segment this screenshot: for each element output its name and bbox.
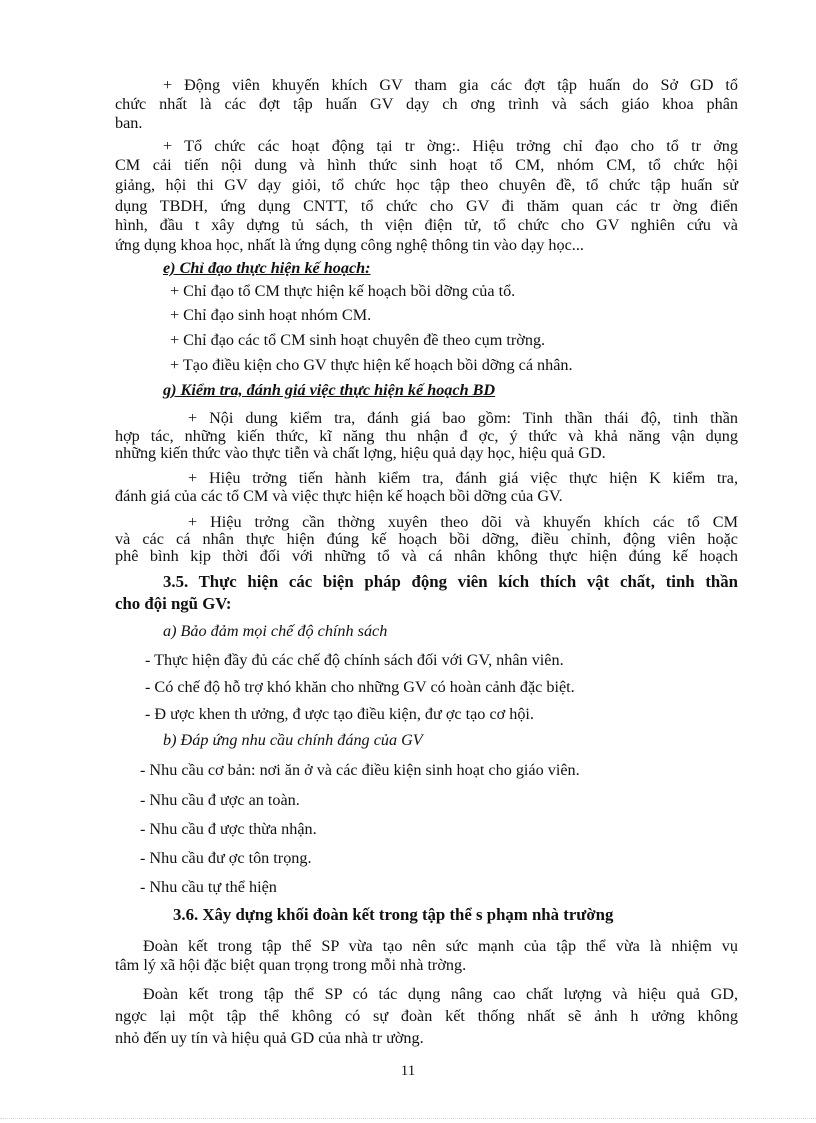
section-heading: 3.5. Thực hiện các biện pháp động viên kích thích vật chất, tinh thần [163, 572, 738, 591]
page-number: 11 [400, 1063, 416, 1079]
page-border-bottom [0, 1118, 816, 1119]
text-line: Đoàn kết trong tập thể SP vừa tạo nên sức mạnh của tập thể vừa là nhiệm vụ [143, 937, 738, 955]
section-heading: e) Chỉ đạo thực hiện kế hoạch: [163, 259, 371, 277]
list-item: - Nhu cầu đư ợc tôn trọng. [140, 849, 312, 867]
text-line: tâm lý xã hội đặc biệt quan trọng trong mỗi nhà trờng. [115, 956, 467, 974]
text-line: nhỏ đến uy tín và hiệu quả GD của nhà tr ường. [115, 1029, 424, 1047]
text-line: dụng TBDH, ứng dụng CNTT, tổ chức cho GV đi thăm quan các tr ờng điển [115, 197, 738, 215]
text-line: chức nhất là các đợt tập huấn GV dạy ch ơng trình và sách giáo khoa phân [115, 95, 738, 113]
section-heading: cho đội ngũ GV: [115, 594, 232, 613]
text-line: phê bình kịp thời đối với những tổ và cá nhân không thực hiện đúng kế hoạch [115, 547, 738, 565]
list-item: - Nhu cầu đ ược thừa nhận. [140, 820, 317, 838]
text-line: + Hiệu trởng tiến hành kiểm tra, đánh giá việc thực hiện K kiểm tra, [188, 469, 738, 487]
text-line: ứng dụng khoa học, nhất là ứng dụng công nghệ thông tin vào dạy học... [115, 236, 584, 254]
text-line: + Tổ chức các hoạt động tại tr ờng:. Hiệu trởng chỉ đạo cho tổ tr ởng [163, 137, 738, 155]
section-heading: g) Kiểm tra, đánh giá việc thực hiện kế hoạch BD [163, 381, 496, 399]
list-item: + Tạo điều kiện cho GV thực hiện kế hoạch bồi dỡng cá nhân. [170, 356, 573, 374]
text-line: Đoàn kết trong tập thể SP có tác dụng nâng cao chất lượng và hiệu quả GD, [143, 985, 738, 1003]
text-line: CM cải tiến nội dung và hình thức sinh hoạt tổ CM, nhóm CM, tổ chức hội [115, 156, 738, 174]
subsection-heading: a) Bảo đảm mọi chế độ chính sách [163, 622, 388, 640]
text-line: hình, đầu t xây dựng tủ sách, th viện điện tử, tổ chức cho GV nghiên cứu và [115, 216, 738, 234]
subsection-heading: b) Đáp ứng nhu cầu chính đáng của GV [163, 731, 423, 749]
text-line: hợp tác, những kiến thức, kĩ năng thu nhận đ ợc, ý thức và khả năng vận dụng [115, 427, 738, 445]
list-item: - Nhu cầu đ ược an toàn. [140, 791, 300, 809]
section-heading: 3.6. Xây dựng khối đoàn kết trong tập thể s phạm nhà trường [173, 905, 614, 924]
list-item: - Thực hiện đầy đủ các chế độ chính sách đối với GV, nhân viên. [145, 651, 564, 669]
list-item: - Nhu cầu cơ bản: nơi ăn ở và các điều kiện sinh hoạt cho giáo viên. [140, 761, 580, 779]
text-line: ngợc lại một tập thể không có sự đoàn kết thống nhất sẽ ảnh h ưởng không [115, 1007, 738, 1025]
text-line: ban. [115, 114, 143, 132]
text-line: + Nội dung kiểm tra, đánh giá bao gồm: Tinh thần thái độ, tinh thần [188, 409, 738, 427]
list-item: - Có chế độ hỗ trợ khó khăn cho những GV có hoàn cảnh đặc biệt. [145, 678, 575, 696]
text-line: những kiến thức vào thực tiễn và chất lợng, hiệu quả dạy học, hiệu quả GD. [115, 444, 606, 462]
text-line: + Hiệu trởng cần thờng xuyên theo dõi và khuyến khích các tổ CM [188, 513, 738, 531]
list-item: - Nhu cầu tự thể hiện [140, 878, 277, 896]
text-line: và các cá nhân thực hiện đúng kế hoạch bồi dỡng, điều chỉnh, động viên hoặc [115, 530, 738, 548]
text-line: giảng, hội thi GV dạy giỏi, tổ chức học tập theo chuyên đề, tổ chức tập huấn sử [115, 176, 738, 194]
text-line: + Động viên khuyến khích GV tham gia các đợt tập huấn do Sở GD tổ [163, 76, 738, 94]
text-line: đánh giá của các tổ CM và việc thực hiện kế hoạch bồi dỡng của GV. [115, 487, 563, 505]
list-item: + Chỉ đạo sinh hoạt nhóm CM. [170, 306, 372, 324]
list-item: - Đ ược khen th ưởng, đ ược tạo điều kiện, đư ợc tạo cơ hội. [145, 705, 534, 723]
list-item: + Chỉ đạo tổ CM thực hiện kế hoạch bồi dỡng của tổ. [170, 282, 516, 300]
list-item: + Chỉ đạo các tổ CM sinh hoạt chuyên đề theo cụm trờng. [170, 331, 546, 349]
